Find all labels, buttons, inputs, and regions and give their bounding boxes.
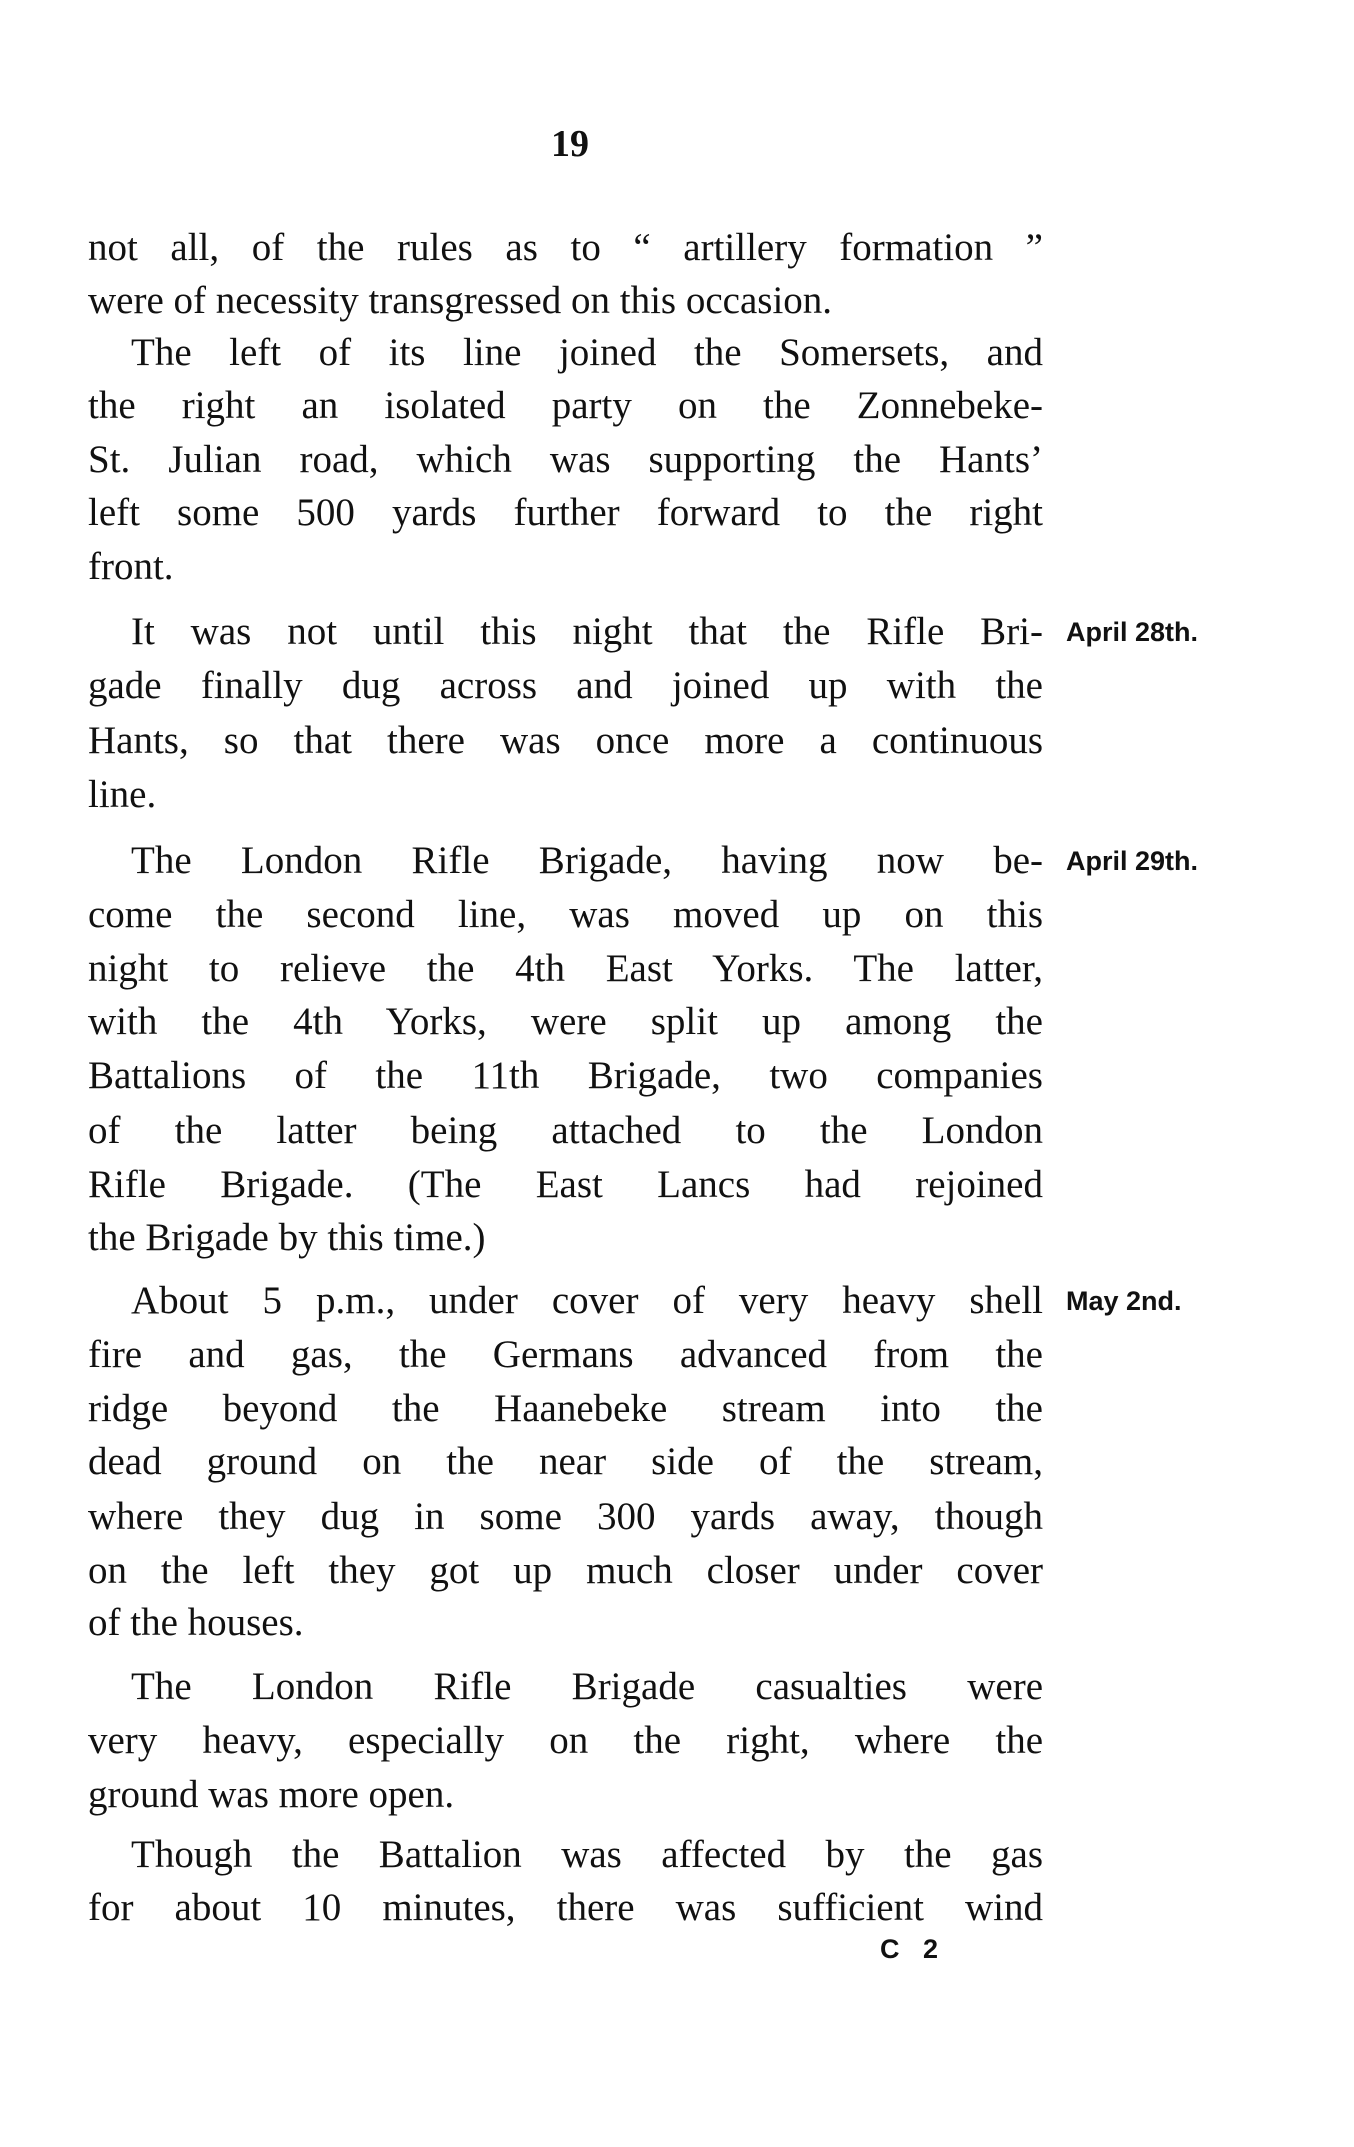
text-line: gade finally dug across and joined up with the: [88, 664, 1043, 707]
text-line: The London Rifle Brigade casualties were: [131, 1665, 1043, 1708]
text-line: dead ground on the near side of the stream,: [88, 1440, 1043, 1483]
text-line: fire and gas, the Germans advanced from the: [88, 1333, 1043, 1376]
margin-date-note: April 28th.: [1066, 617, 1199, 647]
text-line: where they dug in some 300 yards away, though: [88, 1495, 1043, 1538]
text-line: not all, of the rules as to “ artillery formation ”: [88, 226, 1043, 269]
text-line: Rifle Brigade. (The East Lancs had rejoined: [88, 1163, 1043, 1206]
text-line: with the 4th Yorks, were split up among the: [88, 1000, 1043, 1043]
text-line: ridge beyond the Haanebeke stream into the: [88, 1387, 1043, 1430]
text-line: of the latter being attached to the London: [88, 1109, 1043, 1152]
margin-date-note: April 29th.: [1066, 846, 1199, 876]
text-line: come the second line, was moved up on this: [88, 893, 1043, 936]
text-line: very heavy, especially on the right, where the: [88, 1719, 1043, 1762]
text-line: Though the Battalion was affected by the gas: [131, 1833, 1043, 1876]
text-line: of the houses.: [88, 1601, 304, 1644]
signature-mark: C 2: [880, 1934, 947, 1964]
text-line: It was not until this night that the Rifle Bri-: [131, 610, 1043, 653]
page-number: 19: [551, 123, 589, 165]
text-line: The left of its line joined the Somersets, and: [131, 331, 1043, 374]
text-line: were of necessity transgressed on this occasion.: [88, 279, 833, 322]
text-line: for about 10 minutes, there was sufficient wind: [88, 1886, 1043, 1929]
text-line: on the left they got up much closer under cover: [88, 1549, 1043, 1592]
text-line: Battalions of the 11th Brigade, two companies: [88, 1054, 1043, 1097]
text-line: St. Julian road, which was supporting the Hants’: [88, 438, 1043, 481]
margin-date-note: May 2nd.: [1066, 1286, 1182, 1316]
text-line: the right an isolated party on the Zonnebeke-: [88, 384, 1043, 427]
text-line: ground was more open.: [88, 1773, 455, 1816]
text-line: The London Rifle Brigade, having now be-: [131, 839, 1043, 882]
text-line: left some 500 yards further forward to the right: [88, 491, 1043, 534]
text-line: night to relieve the 4th East Yorks. The latter,: [88, 947, 1043, 990]
text-line: the Brigade by this time.): [88, 1216, 486, 1259]
text-line: Hants, so that there was once more a continuous: [88, 719, 1043, 762]
text-line: front.: [88, 545, 174, 588]
text-line: About 5 p.m., under cover of very heavy shell: [131, 1279, 1043, 1322]
text-line: line.: [88, 773, 157, 816]
